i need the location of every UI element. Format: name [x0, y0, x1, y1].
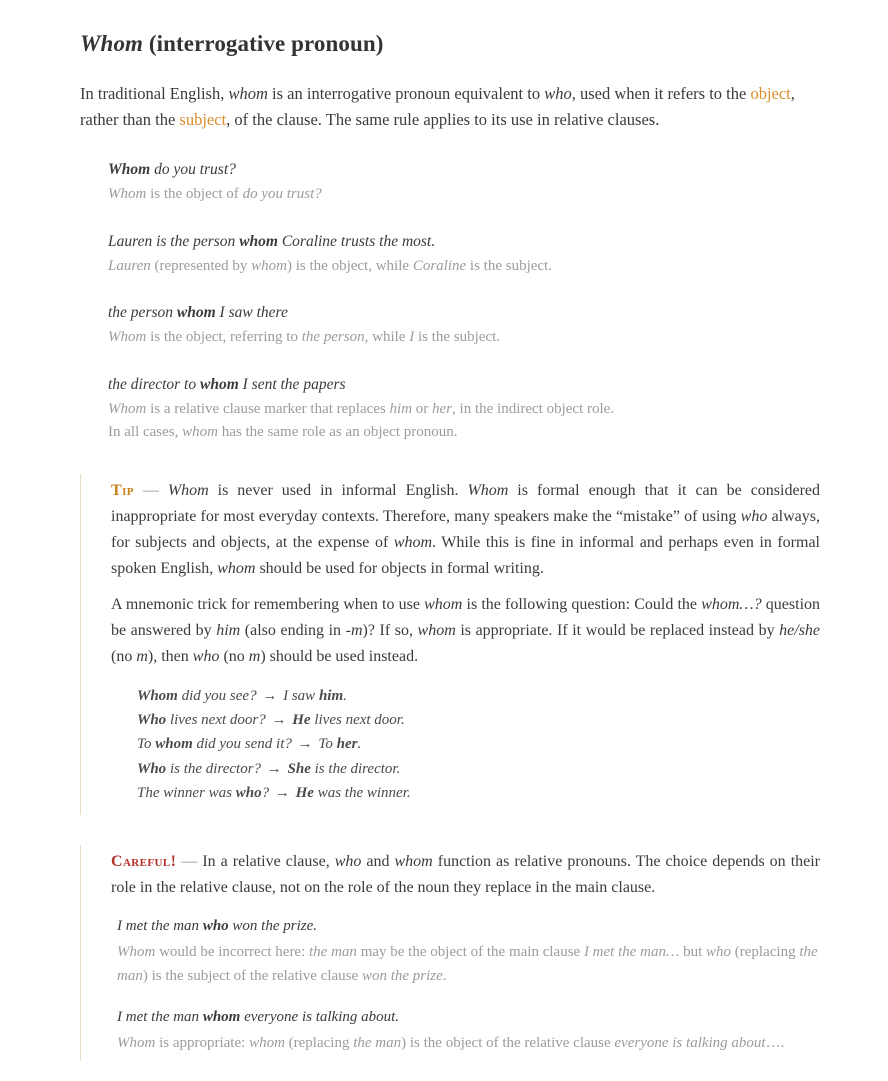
example-note-secondary [108, 421, 820, 444]
mnemonic-italic-4: m [350, 621, 363, 639]
note-part: (replacing [284, 1034, 354, 1051]
mnemonic-part: was the winner. [313, 784, 411, 801]
example-note [108, 326, 820, 349]
mnemonic-part: The winner was [137, 784, 236, 801]
note-part: …. [765, 1034, 785, 1051]
example-highlight: Whom [108, 161, 151, 179]
careful-text-c: function as relative pronouns. The choice depends on their role in the relative clause, not on the role of the noun they replace in the main clause. [111, 853, 821, 897]
careful-paragraph [111, 849, 820, 901]
example-sentence [117, 915, 820, 938]
example-sentence-rest: won the prize. [228, 918, 318, 935]
mnemonic-text-a: A mnemonic trick for remembering when to use [111, 596, 425, 614]
arrow-icon: → [266, 760, 282, 777]
intro-text-5: , of the clause. The same rule applies to its use in relative clauses. [226, 110, 660, 130]
example-note [117, 940, 820, 989]
mnemonic-item [137, 684, 820, 708]
note-part: Whom [108, 186, 147, 203]
mnemonic-item [137, 781, 820, 805]
example-sentence [108, 373, 820, 396]
example-sentence [108, 230, 820, 253]
mnemonic-part: To [137, 736, 156, 753]
intro-equivalent: who [544, 83, 572, 103]
link-subject[interactable]: subject [179, 110, 227, 130]
careful-text-a: In a relative clause, [197, 853, 335, 871]
note-part: Coraline [412, 257, 467, 274]
tip-italic-5: whom [217, 560, 256, 578]
intro-text-3: , used when it refers to the [571, 83, 751, 103]
note-part: Whom [117, 943, 156, 960]
note-part: In all cases, [108, 424, 183, 441]
tip-italic-3: who [740, 508, 768, 526]
mnemonic-highlight-2: He [292, 712, 311, 729]
tip-italic-2: Whom [467, 482, 509, 500]
note-part: I [409, 329, 415, 346]
mnemonic-part: . [343, 687, 347, 704]
example-note [108, 255, 820, 278]
example-sentence-rest: do you trust? [150, 161, 236, 179]
example-note [108, 398, 820, 421]
mnemonic-text-f: is appropriate. If it would be replaced instead by [455, 621, 780, 639]
note-part: who [706, 943, 732, 960]
mnemonic-highlight-2: her [336, 736, 358, 753]
example-sentence [117, 1006, 820, 1029]
example-highlight: whom [199, 375, 239, 393]
tip-paragraph-1 [111, 478, 820, 582]
example-sentence-pre: I met the man [117, 918, 203, 935]
mnemonic-highlight-1: Whom [137, 687, 178, 704]
mnemonic-part: is the director? [166, 760, 265, 777]
mnemonic-part: To [314, 736, 337, 753]
mnemonic-italic-3: him [216, 621, 241, 639]
careful-callout [80, 845, 820, 1061]
tip-text-d: always, for subjects and objects, at the expense of [111, 508, 820, 552]
intro-term: whom [228, 83, 268, 103]
tip-text-a [159, 482, 168, 499]
intro-paragraph [80, 81, 820, 134]
example-group [108, 301, 820, 350]
arrow-icon: → [262, 687, 278, 704]
careful-text-b: and [361, 853, 395, 871]
arrow-icon: → [271, 712, 287, 729]
example-group [108, 158, 820, 207]
link-object[interactable]: object [750, 83, 791, 103]
example-group [117, 1006, 820, 1055]
note-part: would be incorrect here: [155, 943, 310, 960]
mnemonic-examples-list [111, 684, 820, 805]
example-note [108, 183, 820, 206]
mnemonic-text-i: (no [219, 647, 249, 665]
mnemonic-text-e: )? If so, [362, 621, 418, 639]
mnemonic-text-d: (also ending in - [240, 621, 351, 639]
example-highlight: whom [239, 232, 278, 250]
mnemonic-text-j: ) should be used instead. [260, 647, 419, 665]
careful-dash: — [181, 853, 198, 871]
note-part: the person [301, 329, 365, 346]
careful-examples-list [111, 915, 820, 1055]
careful-italic-1: who [334, 853, 362, 871]
mnemonic-text-g: (no [111, 647, 137, 665]
note-part: may be the object of the main clause [356, 943, 584, 960]
mnemonic-part: I saw [279, 687, 319, 704]
mnemonic-highlight-1: Who [137, 712, 167, 729]
mnemonic-text-h: ), then [147, 647, 193, 665]
careful-label: Careful! [111, 853, 177, 871]
intro-text-2: is an interrogative pronoun equivalent to [267, 83, 545, 103]
note-part: won the prize [361, 967, 443, 984]
example-highlight: whom [202, 1009, 241, 1026]
mnemonic-part: . [357, 736, 362, 753]
tip-label: Tip [111, 482, 134, 500]
note-part: whom [182, 424, 218, 441]
note-part: , in the indirect object role. [452, 400, 615, 417]
example-sentence-pre: the person [108, 304, 177, 322]
tip-text-e: . While this is fine in informal and perhaps even in formal spoken English, [111, 534, 820, 578]
example-sentence-pre: I met the man [117, 1009, 203, 1026]
example-highlight: who [202, 918, 229, 935]
example-group [108, 373, 820, 445]
note-part: (represented by [150, 257, 252, 274]
mnemonic-italic-8: who [192, 647, 220, 665]
tip-italic-1: Whom [167, 482, 209, 500]
mnemonic-highlight-2: him [318, 687, 344, 704]
mnemonic-highlight-2: She [287, 760, 311, 777]
example-sentence [108, 301, 820, 324]
intro-text-4: , rather than the [80, 83, 795, 130]
mnemonic-part: did you send it? [192, 736, 296, 753]
tip-callout [80, 474, 820, 815]
arrow-icon: → [297, 736, 313, 753]
note-part: him [389, 400, 413, 417]
tip-text-c: is formal enough that it can be considered inappropriate for most everyday contexts. Therefore, many speakers make the “mistake” of using [111, 482, 821, 526]
mnemonic-italic-9: m [248, 647, 261, 665]
note-part: but [679, 943, 707, 960]
note-part: ) is the object of the relative clause [401, 1034, 615, 1051]
example-group [117, 915, 820, 988]
note-part: is the subject. [414, 329, 501, 346]
examples-list [80, 158, 820, 444]
note-part: Whom [108, 329, 147, 346]
tip-text-f: should be used for objects in formal writing. [255, 560, 544, 578]
mnemonic-italic-1: whom [424, 596, 463, 614]
example-highlight: whom [176, 304, 216, 322]
page-title [80, 30, 820, 59]
note-part: has the same role as an object pronoun. [217, 424, 458, 441]
mnemonic-text-c: question be answered by [111, 596, 821, 639]
mnemonic-highlight-1: who [235, 784, 262, 801]
note-part: Whom [117, 1034, 156, 1051]
mnemonic-highlight-1: whom [155, 736, 193, 753]
tip-dash: — [142, 482, 159, 500]
example-sentence-pre: Lauren is the person [108, 232, 240, 250]
note-part: . [442, 967, 447, 984]
mnemonic-part: lives next door. [310, 712, 405, 729]
mnemonic-part: is the director. [310, 760, 401, 777]
mnemonic-item [137, 732, 820, 756]
example-sentence [108, 158, 820, 181]
note-part: or [412, 400, 433, 417]
arrow-icon: → [274, 784, 290, 801]
example-note [117, 1031, 820, 1055]
example-sentence-rest: I sent the papers [238, 375, 346, 393]
note-part: the man [309, 943, 357, 960]
note-part: whom [251, 257, 287, 274]
entry-part-of-speech: (interrogative pronoun) [148, 31, 384, 56]
note-part: is the object of [146, 186, 243, 203]
mnemonic-italic-5: whom [417, 621, 456, 639]
mnemonic-part: ? [261, 784, 273, 801]
tip-text-b: is never used in informal English. [208, 482, 468, 500]
note-part: ) is the object, while [287, 257, 413, 274]
example-sentence-rest: Coraline trusts the most. [277, 232, 436, 250]
example-sentence-pre: the director to [108, 375, 200, 393]
example-sentence-rest: everyone is talking about. [240, 1009, 400, 1026]
note-part: her [432, 400, 453, 417]
mnemonic-item [137, 757, 820, 781]
intro-text-1: In traditional English, [80, 83, 229, 103]
note-part: I met the man… [583, 943, 680, 960]
note-part: do you trust? [242, 186, 322, 203]
note-part: is a relative clause marker that replaces [146, 400, 390, 417]
note-part: Whom [108, 400, 147, 417]
mnemonic-highlight-1: Who [137, 760, 167, 777]
example-group [108, 230, 820, 279]
note-part: is appropriate: [155, 1034, 250, 1051]
note-part: is the subject. [466, 257, 552, 274]
note-part: Lauren [108, 257, 151, 274]
note-part: the man [353, 1034, 402, 1051]
mnemonic-part: did you see? [177, 687, 261, 704]
tip-spacer [134, 482, 143, 499]
note-part: (replacing [731, 943, 800, 960]
note-part: everyone is talking about [614, 1034, 766, 1051]
mnemonic-italic-6: he/she [779, 621, 821, 639]
entry-term: Whom [80, 31, 144, 56]
careful-italic-2: whom [394, 853, 433, 871]
mnemonic-italic-7: m [136, 647, 148, 665]
note-part: , while [364, 329, 410, 346]
mnemonic-text-b: is the following question: Could the [462, 596, 702, 614]
note-part: whom [249, 1034, 285, 1051]
example-sentence-rest: I saw there [215, 304, 288, 322]
note-part: the man [117, 943, 818, 984]
note-part: ) is the subject of the relative clause [142, 967, 362, 984]
tip-italic-4: whom [393, 534, 433, 552]
mnemonic-item [137, 708, 820, 732]
mnemonic-part: lives next door? [166, 712, 270, 729]
mnemonic-highlight-2: He [295, 784, 314, 801]
note-part: is the object, referring to [146, 329, 302, 346]
tip-paragraph-2 [111, 592, 820, 670]
mnemonic-italic-2: whom…? [701, 596, 762, 614]
